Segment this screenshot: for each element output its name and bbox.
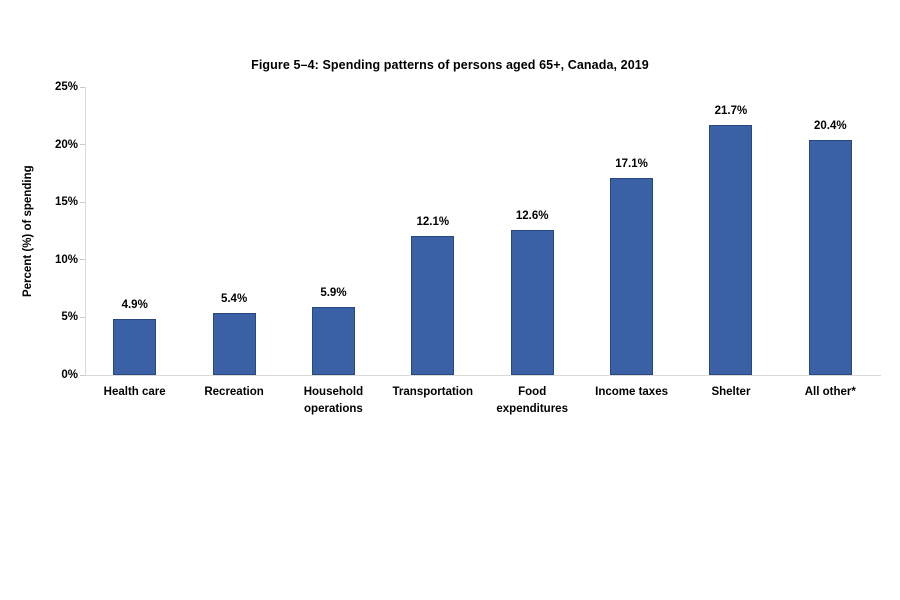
bar <box>610 178 653 375</box>
bar <box>709 125 752 375</box>
x-axis-category-cell <box>681 384 780 401</box>
x-axis-category-cell <box>781 384 880 401</box>
y-axis-tick-label: 5% <box>61 311 78 324</box>
bars-row <box>85 87 880 375</box>
bar-value-label: 5.9% <box>320 287 347 300</box>
x-axis-category-cell <box>383 384 482 401</box>
bar <box>312 307 355 375</box>
x-axis-category-label: Recreation <box>204 386 264 398</box>
bar-slot <box>85 87 184 375</box>
x-axis-category-label: Food expenditures <box>496 386 568 415</box>
x-axis-category-label: Health care <box>103 386 166 398</box>
bar <box>809 140 852 375</box>
x-axis-category-labels <box>85 384 880 418</box>
y-axis-tick-label: 10% <box>54 253 78 266</box>
bar-value-label: 21.7% <box>714 105 748 118</box>
y-axis-tick-label: 0% <box>61 369 78 381</box>
bar-value-label: 12.6% <box>515 209 549 222</box>
x-axis-category-cell <box>85 384 184 401</box>
bar-slot <box>681 87 780 375</box>
bar-value-label: 20.4% <box>814 120 847 132</box>
x-axis-category-cell <box>582 384 681 401</box>
x-axis-category-cell <box>483 384 582 418</box>
y-axis-tick-label: 20% <box>54 138 78 151</box>
x-axis-category-label: Shelter <box>711 386 751 398</box>
bar-value-label: 12.1% <box>416 215 450 228</box>
y-axis-title: Percent (%) of spending <box>22 165 34 297</box>
bar-slot <box>284 87 383 375</box>
bar <box>213 313 256 375</box>
x-axis-category-cell <box>184 384 283 401</box>
bar-slot <box>184 87 283 375</box>
bar <box>411 236 454 375</box>
bar-value-label: 4.9% <box>121 298 148 311</box>
y-axis-tick-label: 15% <box>54 196 78 209</box>
chart-title: Figure 5–4: Spending patterns of persons aged 65+, Canada, 2019 <box>251 58 649 72</box>
bar-value-label: 5.4% <box>220 292 248 305</box>
x-axis-category-label: Transportation <box>392 386 474 398</box>
x-axis-category-label: Income taxes <box>595 386 668 398</box>
bar-slot <box>582 87 681 375</box>
bar-slot <box>383 87 482 375</box>
bar <box>113 319 156 375</box>
bar <box>511 230 554 375</box>
y-axis-tick-label: 25% <box>54 81 78 93</box>
bar-slot <box>781 87 880 375</box>
x-axis-category-cell <box>284 384 383 418</box>
x-axis-category-label: Household operations <box>303 386 364 415</box>
x-axis-category-label: All other* <box>804 386 856 398</box>
bar-value-label: 17.1% <box>615 158 648 171</box>
bar-slot <box>483 87 582 375</box>
